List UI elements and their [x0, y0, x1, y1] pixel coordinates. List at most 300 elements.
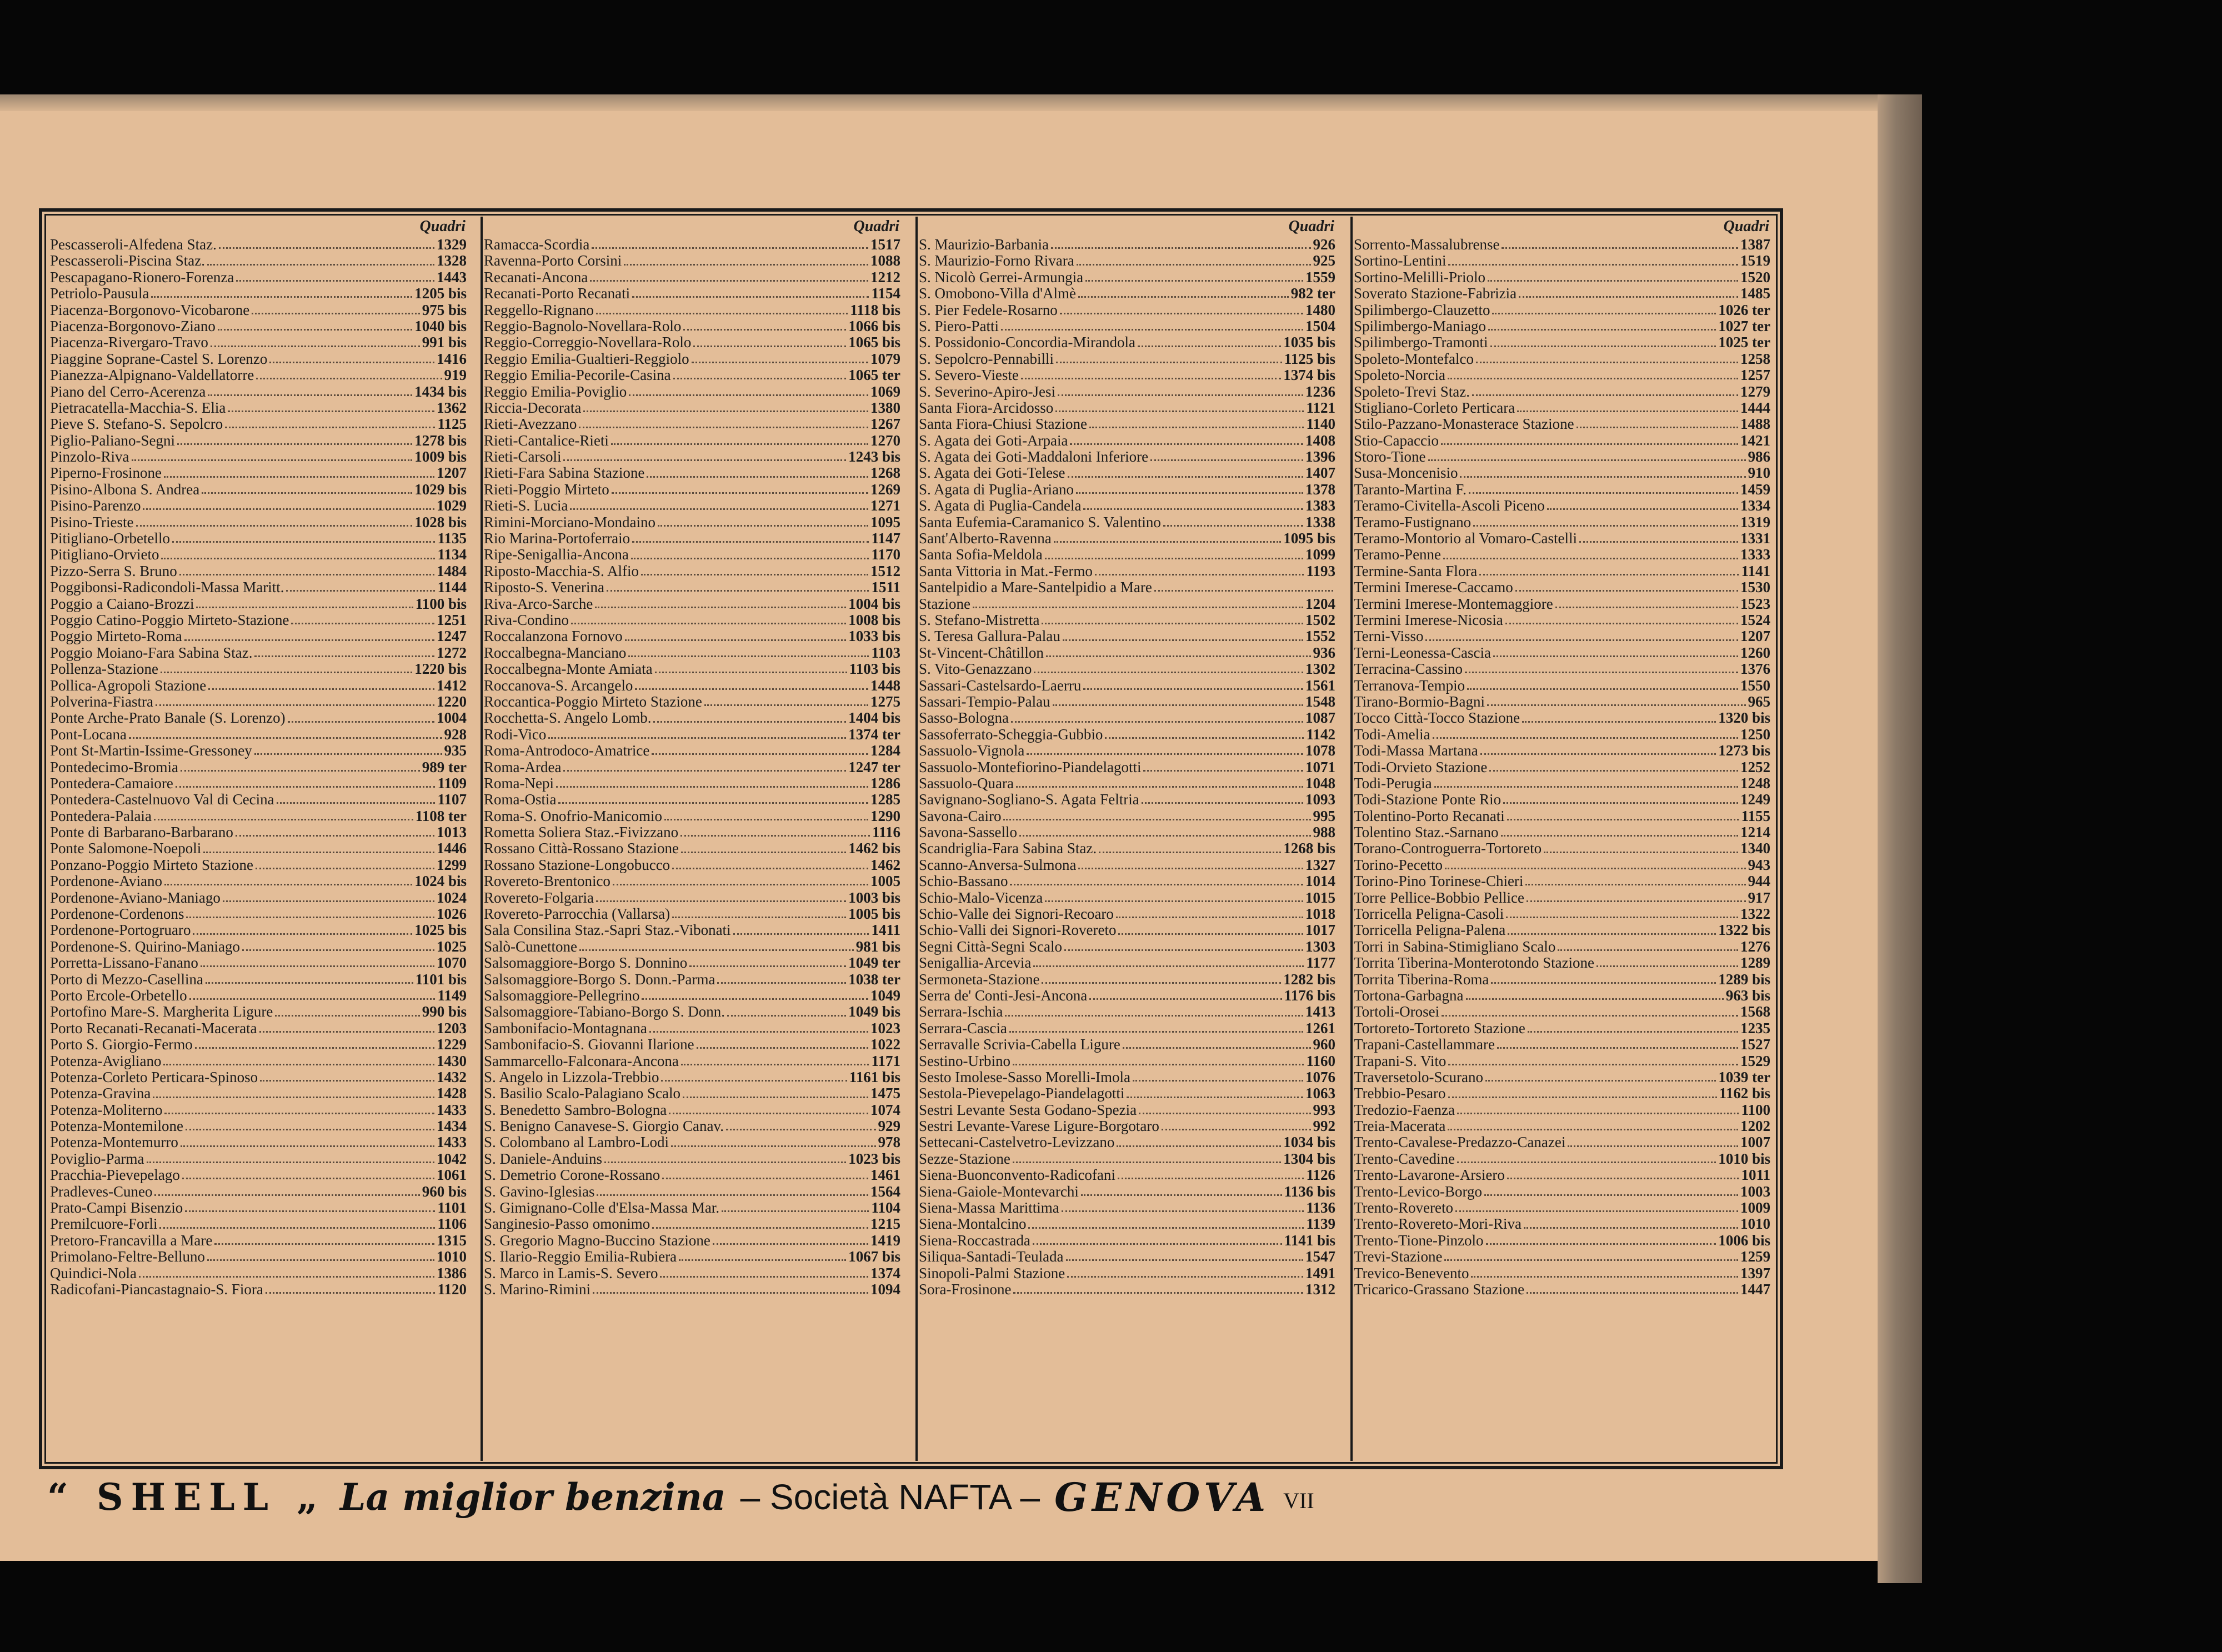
table-number: 1135	[437, 530, 467, 547]
leader-dots	[1123, 1040, 1311, 1049]
leader-dots	[1448, 1122, 1738, 1130]
table-number: 995	[1313, 808, 1335, 824]
index-entry	[1353, 1134, 1780, 1150]
leader-dots	[579, 420, 868, 428]
route-name: S. Piero-Patti	[919, 318, 999, 334]
index-entry	[918, 416, 1345, 432]
index-entry	[918, 1053, 1345, 1069]
leader-dots	[256, 371, 442, 379]
index-entry	[918, 1200, 1345, 1216]
leader-dots	[1487, 698, 1746, 706]
route-name: Teramo-Fustignano	[1354, 514, 1472, 530]
index-entry	[1353, 792, 1780, 808]
index-entry	[483, 988, 910, 1004]
route-name: Porretta-Lissano-Fanano	[50, 955, 198, 972]
index-entry	[483, 237, 910, 253]
leader-dots	[177, 437, 412, 445]
route-name: S. Marino-Rimini	[484, 1281, 591, 1298]
route-name: Sora-Frosinone	[919, 1281, 1012, 1298]
table-number: 1106	[437, 1216, 467, 1233]
index-entry	[1353, 334, 1780, 351]
table-number: 943	[1748, 857, 1770, 873]
route-name: Pescasseroli-Piscina Staz.	[50, 253, 205, 269]
leader-dots	[631, 551, 869, 559]
table-number: 1362	[437, 399, 467, 416]
table-number: 1333	[1740, 547, 1770, 563]
index-entry	[1353, 318, 1780, 334]
table-number: 1334	[1740, 498, 1770, 514]
table-number: 1328	[437, 253, 467, 269]
index-entry	[49, 628, 477, 644]
leader-dots	[1508, 927, 1716, 935]
route-name: Sortino-Lentini	[1354, 253, 1447, 269]
table-number: 1095 bis	[1283, 530, 1335, 547]
route-name: Trevico-Benevento	[1354, 1265, 1469, 1281]
index-entry	[1353, 1118, 1780, 1134]
table-number: 1171	[871, 1053, 900, 1069]
table-number: 1069	[870, 383, 900, 400]
leader-dots	[571, 616, 846, 624]
leader-dots	[1472, 388, 1738, 396]
index-entry	[49, 759, 477, 775]
index-entry	[1353, 873, 1780, 889]
route-name: Reggio Emilia-Gualtieri-Reggiolo	[484, 351, 689, 367]
route-name: Traversetolo-Scurano	[1354, 1069, 1483, 1085]
leader-dots	[973, 600, 1303, 608]
index-entry	[1353, 890, 1780, 906]
index-entry	[483, 612, 910, 628]
table-number: 981 bis	[855, 938, 900, 955]
route-name: Ponte Salomone-Noepoli	[50, 840, 202, 857]
leader-dots	[632, 534, 869, 543]
route-name: Piperno-Frosinone	[50, 465, 162, 482]
index-entry	[1353, 351, 1780, 367]
table-number: 1220 bis	[414, 661, 467, 678]
index-entry	[483, 286, 910, 302]
index-entry	[918, 433, 1345, 449]
route-name: Porto Ercole-Orbetello	[50, 987, 187, 1004]
index-entry	[483, 1102, 910, 1118]
index-entry	[49, 269, 477, 286]
route-name: Ponte Arche-Prato Banale (S. Lorenzo)	[50, 710, 286, 727]
leader-dots	[196, 600, 413, 608]
leader-dots	[664, 812, 868, 820]
index-entry	[918, 840, 1345, 857]
table-number: 1247 ter	[848, 759, 900, 775]
route-name: Todi-Stazione Ponte Rio	[1354, 792, 1502, 808]
route-name: Reggio-Correggio-Novellara-Rolo	[484, 334, 692, 351]
route-name: Pollenza-Stazione	[50, 661, 158, 678]
leader-dots	[1597, 959, 1738, 967]
table-number: 1049	[870, 987, 900, 1004]
index-entry	[483, 530, 910, 547]
table-number: 1304 bis	[1283, 1150, 1335, 1167]
route-name: Segni Città-Segni Scalo	[919, 938, 1062, 955]
route-name: Porto S. Giorgio-Fermo	[50, 1037, 193, 1053]
index-entry	[918, 563, 1345, 579]
route-name: Soverato Stazione-Fabrizia	[1354, 286, 1517, 302]
table-number: 936	[1313, 644, 1335, 661]
table-number: 1013	[437, 824, 467, 841]
index-entry	[918, 743, 1345, 759]
index-entry	[483, 890, 910, 906]
route-name: Tortoli-Orosei	[1354, 1004, 1440, 1020]
index-entry	[483, 1200, 910, 1216]
table-number: 1433	[437, 1102, 467, 1118]
table-number: 1299	[437, 857, 467, 873]
index-entry	[1353, 743, 1780, 759]
leader-dots	[628, 649, 869, 657]
leader-dots	[1003, 812, 1310, 820]
route-name: Sassari-Castelsardo-Laerru	[919, 677, 1082, 694]
route-name: Tolentino-Porto Recanati	[1354, 808, 1505, 824]
table-number: 1512	[870, 563, 900, 579]
route-name: Radicofani-Piancastagnaio-S. Fiora	[50, 1281, 263, 1298]
index-entry	[483, 906, 910, 922]
leader-dots	[592, 241, 868, 249]
index-entry	[918, 253, 1345, 269]
index-entry	[918, 824, 1345, 840]
route-name: Pescapagano-Rionero-Forenza	[50, 269, 234, 286]
table-number: 1447	[1740, 1281, 1770, 1298]
table-number: 1275	[870, 693, 900, 710]
table-number: 1564	[870, 1183, 900, 1200]
route-name: Santa Sofia-Meldola	[919, 547, 1043, 563]
index-entry	[49, 563, 477, 579]
index-entry	[483, 1053, 910, 1069]
leader-dots	[1528, 1024, 1738, 1033]
leader-dots	[256, 861, 434, 869]
route-name: Piacenza-Borgonovo-Ziano	[50, 318, 216, 334]
route-name: Poviglio-Parma	[50, 1150, 144, 1167]
route-name: S. Vito-Genazzano	[919, 661, 1032, 678]
index-entry	[1353, 727, 1780, 743]
index-entry	[483, 727, 910, 743]
table-number: 1144	[437, 579, 467, 596]
table-number: 1126	[1306, 1167, 1335, 1184]
table-number: 1488	[1740, 416, 1770, 433]
route-name: Rieti-Fara Sabina Stazione	[484, 465, 645, 482]
index-entry	[49, 743, 477, 759]
index-entry	[49, 727, 477, 743]
leader-dots	[266, 1285, 436, 1294]
table-number: 1430	[437, 1053, 467, 1069]
leader-dots	[275, 1008, 419, 1017]
index-entry	[483, 400, 910, 416]
index-entry	[918, 612, 1345, 628]
table-number: 1025 bis	[414, 922, 467, 939]
table-number: 1270	[870, 432, 900, 449]
leader-dots	[1054, 534, 1281, 543]
table-number: 1419	[870, 1232, 900, 1249]
leader-dots	[252, 306, 419, 314]
route-name: Siliqua-Santadi-Teulada	[919, 1249, 1064, 1265]
index-entry	[918, 775, 1345, 792]
route-name: Riposto-Macchia-S. Alfio	[484, 563, 639, 579]
route-name: Trento-Rovereto	[1354, 1200, 1453, 1217]
index-entry	[1353, 1069, 1780, 1085]
index-entry	[918, 1151, 1345, 1167]
route-name: Pollica-Agropoli Stazione	[50, 677, 207, 694]
index-entry	[49, 1069, 477, 1085]
table-number: 1007	[1740, 1134, 1770, 1151]
leader-dots	[179, 567, 434, 575]
table-number: 1095	[870, 514, 900, 530]
leader-dots	[1465, 665, 1738, 673]
index-entry	[483, 857, 910, 873]
leader-dots	[1490, 339, 1716, 347]
leader-dots	[218, 322, 412, 331]
leader-dots	[660, 1269, 868, 1278]
route-name: Trento-Cavalese-Predazzo-Canazei	[1354, 1134, 1566, 1151]
leader-dots	[1457, 1155, 1716, 1163]
leader-dots	[1142, 795, 1303, 804]
leader-dots	[1517, 404, 1738, 412]
leader-dots	[1053, 698, 1303, 706]
leader-dots	[1066, 1253, 1303, 1261]
route-name: S. Marco in Lamis-S. Severo	[484, 1265, 658, 1281]
route-name: Pordenone-Cordenons	[50, 906, 184, 923]
index-entry	[49, 334, 477, 351]
table-number: 1260	[1740, 644, 1770, 661]
leader-dots	[596, 306, 848, 314]
route-name: Recanati-Porto Recanati	[484, 286, 630, 302]
index-entry	[918, 579, 1345, 595]
leader-dots	[642, 992, 868, 1000]
leader-dots	[662, 1171, 868, 1179]
table-number: 1568	[1740, 1004, 1770, 1020]
route-name: Sambonifacio-S. Giovanni Ilarione	[484, 1037, 694, 1053]
leader-dots	[161, 665, 412, 673]
leader-dots	[672, 910, 846, 918]
route-name: Siena-Roccastrada	[919, 1232, 1030, 1249]
index-entry	[483, 1085, 910, 1102]
route-name: Treia-Macerata	[1354, 1118, 1446, 1135]
leader-dots	[195, 1040, 434, 1049]
table-number: 1519	[1740, 253, 1770, 269]
table-number: 1374	[870, 1265, 900, 1281]
index-entry	[483, 596, 910, 612]
table-number: 1207	[1740, 628, 1770, 645]
leader-dots	[1527, 894, 1745, 902]
index-entry	[49, 857, 477, 873]
index-entry	[918, 727, 1345, 743]
index-entry	[483, 1134, 910, 1150]
index-entry	[1353, 465, 1780, 481]
route-name: Tortoreto-Tortoreto Stazione	[1354, 1020, 1525, 1037]
leader-dots	[713, 1237, 868, 1245]
table-number: 1396	[1305, 449, 1335, 465]
index-entry	[918, 237, 1345, 253]
index-entry	[918, 400, 1345, 416]
table-number: 1142	[1306, 726, 1335, 743]
index-entry	[49, 498, 477, 514]
leader-dots	[181, 763, 420, 772]
table-number: 1006 bis	[1718, 1232, 1770, 1249]
route-name: Recanati-Ancona	[484, 269, 588, 286]
route-name: Torrita Tiberina-Monterotondo Stazione	[1354, 955, 1595, 972]
table-number: 1039 ter	[1718, 1069, 1770, 1085]
route-name: Portofino Mare-S. Margherita Ligure	[50, 1004, 273, 1020]
leader-dots	[236, 828, 434, 837]
route-name: Santa Vittoria in Mat.-Fermo	[919, 563, 1093, 579]
table-number: 1504	[1305, 318, 1335, 334]
route-name: Riva-Arco-Sarche	[484, 595, 593, 612]
route-name: Torano-Controguerra-Tortoreto	[1354, 840, 1542, 857]
index-entry	[1353, 1233, 1780, 1249]
index-entry	[483, 840, 910, 857]
index-entry	[49, 351, 477, 367]
leader-dots	[1078, 861, 1303, 869]
table-number: 988	[1313, 824, 1335, 841]
index-entry	[918, 939, 1345, 955]
leader-dots	[163, 1057, 434, 1065]
table-number: 1035 bis	[1283, 334, 1335, 351]
route-name: Pitigliano-Orbetello	[50, 530, 170, 547]
leader-dots	[1062, 1204, 1304, 1212]
table-number: 1162 bis	[1719, 1085, 1770, 1102]
table-number: 1302	[1305, 661, 1335, 678]
route-name: Sala Consilina Staz.-Sapri Staz.-Vibonati	[484, 922, 731, 939]
leader-dots	[611, 437, 868, 445]
table-number: 989 ter	[422, 759, 467, 775]
index-entry	[49, 1020, 477, 1037]
index-entry	[483, 661, 910, 677]
index-entry	[483, 955, 910, 971]
leader-dots	[1442, 1008, 1738, 1017]
leader-dots	[1042, 975, 1281, 984]
route-name: Spoleto-Montefalco	[1354, 351, 1474, 367]
index-entry	[49, 922, 477, 938]
table-number: 1250	[1740, 726, 1770, 743]
table-number: 1141	[1741, 563, 1770, 579]
index-entry	[1353, 972, 1780, 988]
leader-dots	[242, 943, 434, 951]
index-entry	[1353, 988, 1780, 1004]
index-entry	[1353, 1265, 1780, 1281]
table-number: 1100 bis	[415, 595, 467, 612]
table-number: 1029	[437, 498, 467, 514]
leader-dots	[1045, 551, 1303, 559]
leader-dots	[1154, 583, 1333, 592]
route-name: Pianezza-Alpignano-Valdellatorre	[50, 367, 254, 384]
index-entry	[49, 612, 477, 628]
index-entry	[49, 384, 477, 400]
table-number: 1100	[1741, 1102, 1770, 1118]
table-number: 1284	[870, 743, 900, 759]
route-name: Taranto-Martina F.	[1354, 481, 1467, 498]
index-entry	[1353, 302, 1780, 318]
table-number: 1048	[1305, 775, 1335, 792]
leader-dots	[161, 551, 435, 559]
route-name: Savignano-Sogliano-S. Agata Feltria	[919, 792, 1139, 808]
index-entry	[483, 269, 910, 286]
table-number: 992	[1313, 1118, 1335, 1135]
route-name: Torrita Tiberina-Roma	[1354, 971, 1489, 988]
leader-dots	[208, 388, 412, 396]
table-number: 1322	[1740, 906, 1770, 923]
table-number: 1023 bis	[848, 1150, 900, 1167]
leader-dots	[1027, 747, 1303, 755]
route-name: Rossano Città-Rossano Stazione	[484, 840, 679, 857]
table-number: 910	[1748, 465, 1770, 482]
index-entry	[1353, 579, 1780, 595]
table-number: 1434 bis	[414, 383, 467, 400]
entry-list	[49, 237, 477, 1298]
leader-dots	[612, 485, 868, 494]
index-entry	[918, 530, 1345, 547]
route-name: Stio-Capaccio	[1354, 432, 1439, 449]
leader-dots	[181, 1139, 434, 1147]
index-entry	[918, 1184, 1345, 1200]
index-entry	[1353, 922, 1780, 938]
index-entry	[1353, 710, 1780, 726]
route-name: Rocchetta-S. Angelo Lomb.	[484, 710, 652, 727]
index-entry	[483, 334, 910, 351]
index-entry	[1353, 400, 1780, 416]
table-number: 1025 ter	[1718, 334, 1770, 351]
index-entry	[918, 351, 1345, 367]
route-name: S. Omobono-Villa d'Almè	[919, 286, 1076, 302]
entry-list	[918, 237, 1345, 1298]
route-name: Sezze-Stazione	[919, 1150, 1010, 1167]
leader-dots	[726, 1122, 876, 1130]
index-entry	[483, 579, 910, 595]
route-name: Ponzano-Poggio Mirteto Stazione	[50, 857, 253, 873]
index-entry	[49, 286, 477, 302]
route-name: Savona-Sassello	[919, 824, 1017, 841]
leader-dots	[1001, 322, 1303, 331]
table-number: 1475	[870, 1085, 900, 1102]
index-entry	[1353, 612, 1780, 628]
index-entry	[483, 498, 910, 514]
leader-dots	[1055, 404, 1304, 412]
table-number: 1529	[1740, 1053, 1770, 1069]
table-number: 1407	[1305, 465, 1335, 482]
leader-dots	[683, 322, 846, 331]
route-name: Sant'Alberto-Ravenna	[919, 530, 1052, 547]
route-name: Tocco Città-Tocco Stazione	[1354, 710, 1520, 727]
route-name: Spoleto-Norcia	[1354, 367, 1445, 384]
index-entry	[49, 890, 477, 906]
table-number: 1517	[870, 237, 900, 253]
table-number: 1448	[870, 677, 900, 694]
route-name: Sammarcello-Falconara-Ancona	[484, 1053, 679, 1069]
route-name: Sortino-Melilli-Priolo	[1354, 269, 1486, 286]
leader-dots	[1117, 1139, 1281, 1147]
route-name: Rovereto-Folgaria	[484, 889, 594, 906]
route-name: Potenza-Montemilone	[50, 1118, 183, 1135]
column-header: Quadri	[1723, 218, 1769, 235]
leader-dots	[1081, 1188, 1282, 1196]
leader-dots	[583, 404, 868, 412]
table-number: 1524	[1740, 612, 1770, 628]
table-number: 1078	[1305, 743, 1335, 759]
table-number: 1207	[437, 465, 467, 482]
leader-dots	[673, 371, 847, 379]
route-name: Terni-Leonessa-Cascia	[1354, 644, 1491, 661]
route-name: Roccantica-Poggio Mirteto Stazione	[484, 693, 702, 710]
route-name: Tortona-Garbagna	[1354, 987, 1464, 1004]
table-number: 1067 bis	[848, 1249, 900, 1265]
leader-dots	[1068, 469, 1303, 478]
table-number: 1322 bis	[1718, 922, 1770, 939]
index-entry	[918, 465, 1345, 481]
index-entry	[918, 645, 1345, 661]
index-entry	[1353, 384, 1780, 400]
table-number: 1205 bis	[414, 286, 467, 302]
leader-dots	[579, 943, 854, 951]
